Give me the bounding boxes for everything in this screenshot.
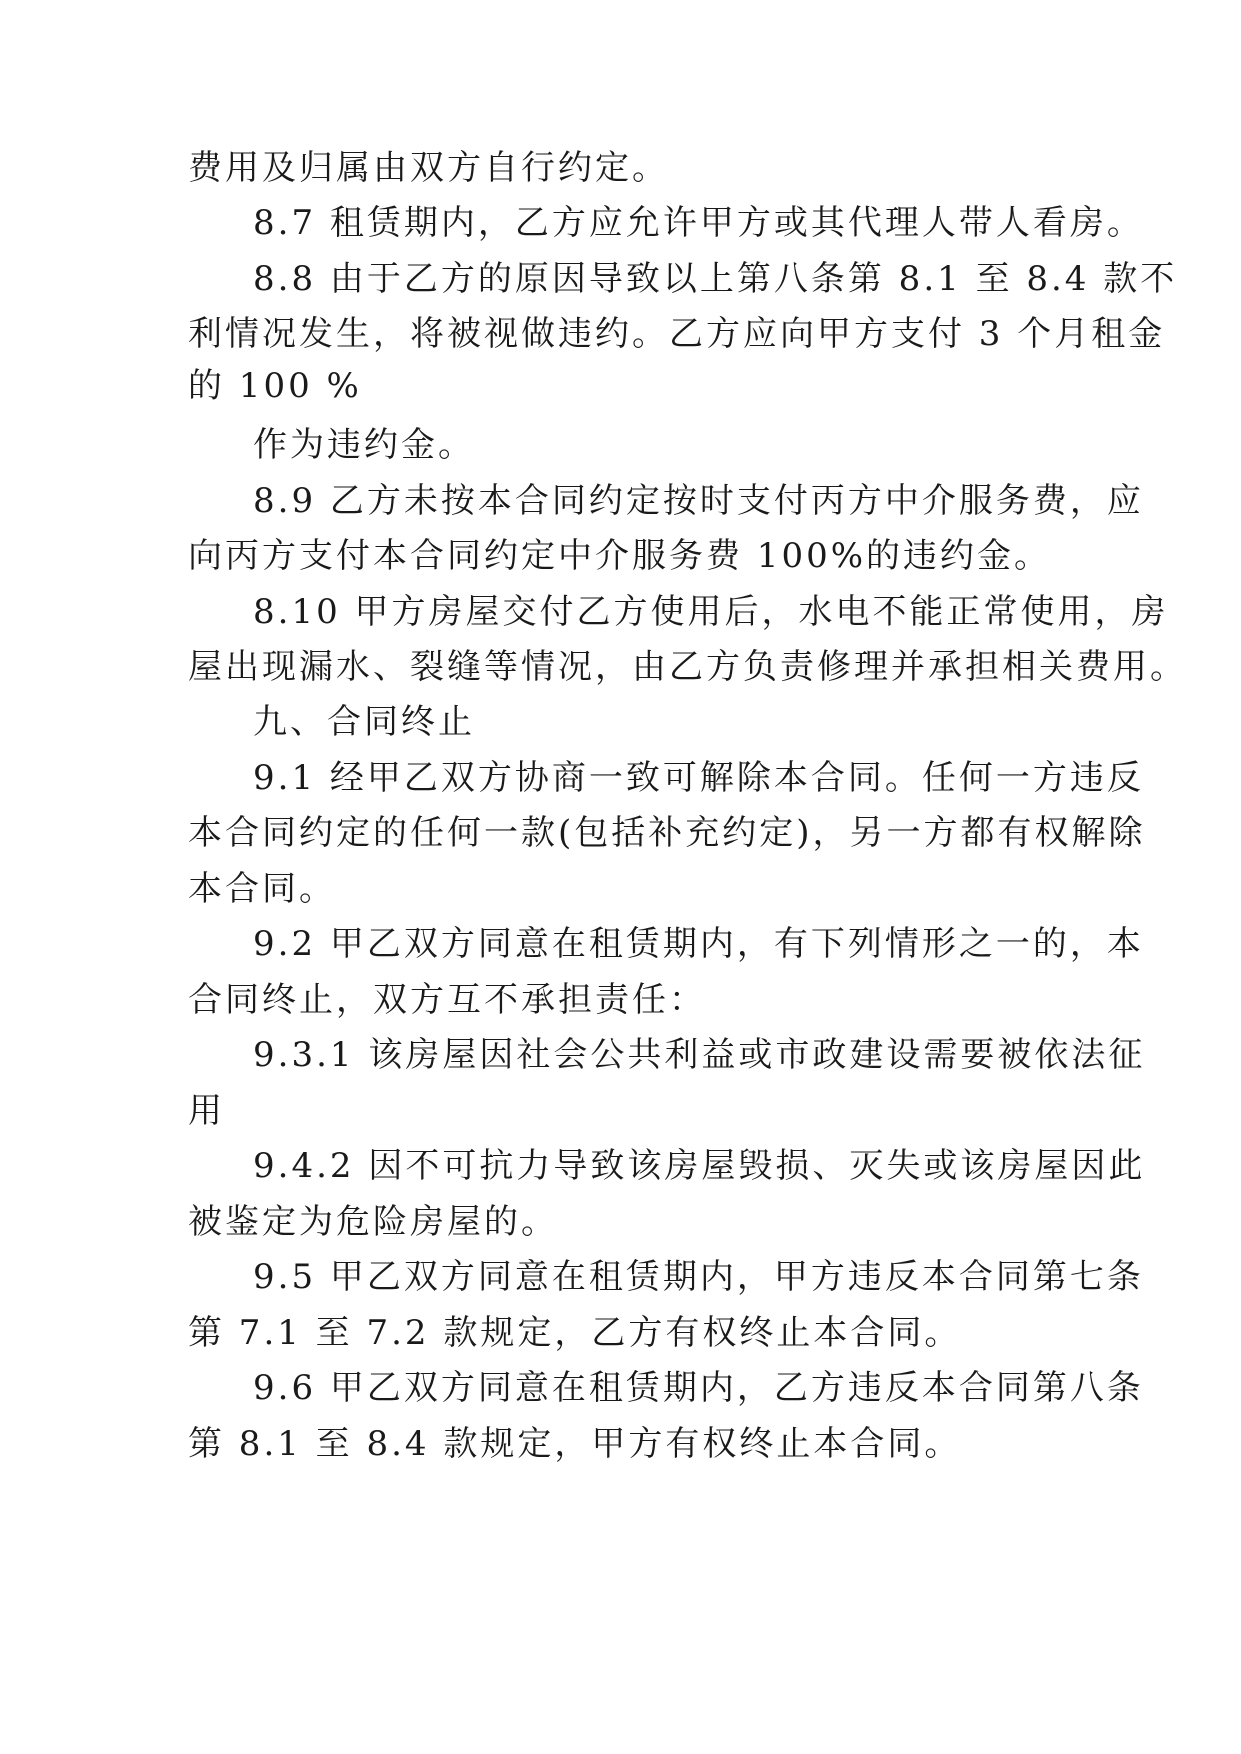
text-line: 第 7.1 至 7.2 款规定，乙方有权终止本合同。 xyxy=(188,1313,962,1353)
clause-9-4-2: 9.4.2 因不可抗力导致该房屋毁损、灭失或该房屋因此 xyxy=(253,1146,1146,1186)
text-line: 本合同约定的任何一款(包括补充约定)，另一方都有权解除 xyxy=(188,813,1146,853)
text-line: 的 100 % xyxy=(188,366,362,406)
clause-9-6: 9.6 甲乙双方同意在租赁期内，乙方违反本合同第八条 xyxy=(253,1368,1144,1408)
clause-9-3-1: 9.3.1 该房屋因社会公共利益或市政建设需要被依法征 xyxy=(253,1035,1146,1075)
clause-8-9: 8.9 乙方未按本合同约定按时支付丙方中介服务费，应 xyxy=(253,481,1144,521)
text-line: 用 xyxy=(188,1091,225,1131)
text-line: 屋出现漏水、裂缝等情况，由乙方负责修理并承担相关费用。 xyxy=(188,647,1187,687)
text-line: 费用及归属由双方自行约定。 xyxy=(188,148,669,188)
text-line: 向丙方支付本合同约定中介服务费 100%的违约金。 xyxy=(188,536,1052,576)
clause-9-2: 9.2 甲乙双方同意在租赁期内，有下列情形之一的，本 xyxy=(253,924,1144,964)
clause-8-10: 8.10 甲方房屋交付乙方使用后，水电不能正常使用，房 xyxy=(253,592,1169,632)
clause-8-7: 8.7 租赁期内，乙方应允许甲方或其代理人带人看房。 xyxy=(253,203,1144,243)
text-line: 第 8.1 至 8.4 款规定，甲方有权终止本合同。 xyxy=(188,1424,962,1464)
text-line: 作为违约金。 xyxy=(253,425,475,465)
section-heading: 九、合同终止 xyxy=(253,702,475,742)
clause-9-5: 9.5 甲乙双方同意在租赁期内，甲方违反本合同第七条 xyxy=(253,1257,1144,1297)
clause-9-1: 9.1 经甲乙双方协商一致可解除本合同。任何一方违反 xyxy=(253,758,1144,798)
text-line: 被鉴定为危险房屋的。 xyxy=(188,1202,558,1242)
text-line: 合同终止，双方互不承担责任： xyxy=(188,980,706,1020)
clause-8-8: 8.8 由于乙方的原因导致以上第八条第 8.1 至 8.4 款不 xyxy=(253,259,1178,299)
text-line: 本合同。 xyxy=(188,869,336,909)
text-line: 利情况发生，将被视做违约。乙方应向甲方支付 3 个月租金 xyxy=(188,314,1166,354)
